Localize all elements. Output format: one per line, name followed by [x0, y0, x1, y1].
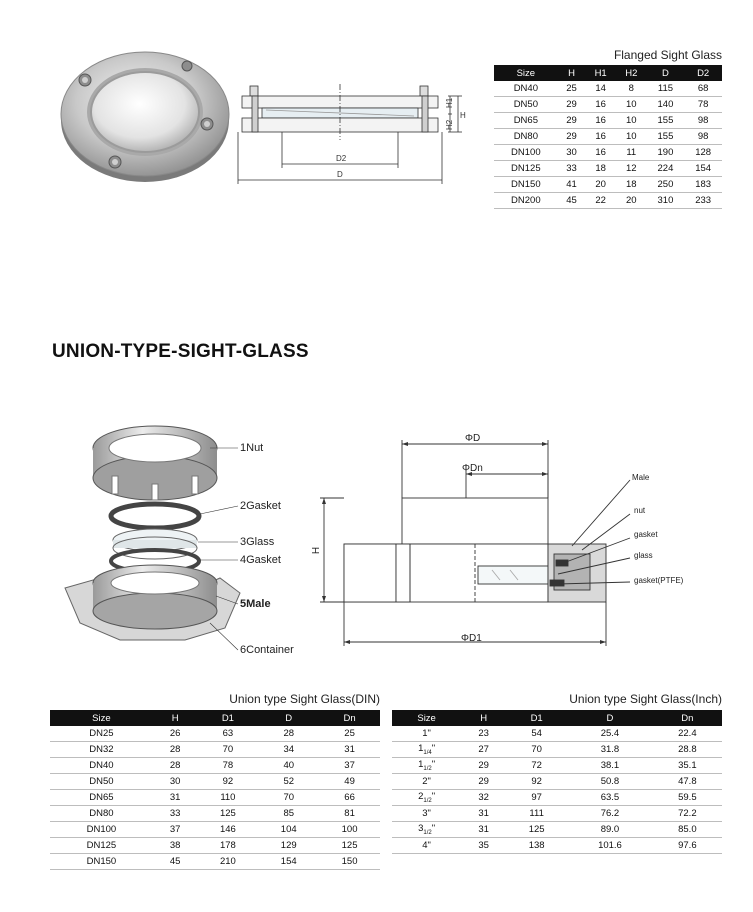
table-row: [50, 854, 380, 870]
din-table: [50, 710, 380, 870]
table-cell: 183: [684, 177, 722, 193]
union_inch-header-d: D: [567, 710, 653, 726]
union_din-header-size: Size: [50, 710, 153, 726]
table-cell: 18: [616, 177, 647, 193]
table-cell: 210: [197, 854, 258, 870]
table-row: [392, 742, 722, 758]
table-cell: 4": [392, 838, 461, 854]
table-cell: 32: [461, 790, 506, 806]
flanged-dim-h: H: [460, 111, 466, 120]
table-cell: DN32: [50, 742, 153, 758]
table-cell: 1": [392, 726, 461, 742]
table-cell: 11: [616, 145, 647, 161]
section-label-gasket-ptfe: gasket(PTFE): [634, 576, 684, 585]
table-cell: 29: [558, 97, 586, 113]
flanged-header-d2: D2: [684, 65, 722, 81]
exploded-label-number: 6: [240, 644, 247, 656]
section-label-male: Male: [632, 473, 650, 482]
table-row: [392, 790, 722, 806]
table-cell: 26: [153, 726, 198, 742]
table-cell: 29: [558, 129, 586, 145]
exploded-label-number: 4: [240, 554, 247, 566]
exploded-label-text: Gasket: [246, 500, 281, 512]
table-cell: DN65: [494, 113, 558, 129]
inch-table-caption: Union type Sight Glass(Inch): [569, 692, 722, 706]
table-row: [50, 838, 380, 854]
table-cell: 154: [258, 854, 319, 870]
section-label-phi-d: ΦD: [465, 433, 481, 444]
table-row: [50, 806, 380, 822]
table-row: [50, 774, 380, 790]
table-cell: 100: [319, 822, 380, 838]
table-cell: 28.8: [653, 742, 722, 758]
table-cell: 10: [616, 97, 647, 113]
table-cell: 50.8: [567, 774, 653, 790]
table-cell: 104: [258, 822, 319, 838]
table-cell: 101.6: [567, 838, 653, 854]
section-label-phi-dn: ΦDn: [462, 463, 483, 474]
table-cell: 59.5: [653, 790, 722, 806]
union_din-header-dn: Dn: [319, 710, 380, 726]
union-section-drawing: [310, 426, 700, 656]
table-cell: 72.2: [653, 806, 722, 822]
table-cell: 18: [585, 161, 616, 177]
table-cell: 63: [197, 726, 258, 742]
table-cell: 23: [461, 726, 506, 742]
table-cell: 35.1: [653, 758, 722, 774]
table-cell: 92: [506, 774, 567, 790]
table-cell: 66: [319, 790, 380, 806]
table-cell: 30: [558, 145, 586, 161]
section-label-gasket: gasket: [634, 530, 658, 539]
table-cell: 111: [506, 806, 567, 822]
table-cell: 52: [258, 774, 319, 790]
table-cell: $2_{1/2}$": [392, 790, 461, 806]
table-cell: 20: [616, 193, 647, 209]
table-cell: 38: [153, 838, 198, 854]
table-row: [392, 822, 722, 838]
flanged-dim-h2: H2: [445, 119, 454, 130]
table-cell: 138: [506, 838, 567, 854]
table-cell: 16: [585, 97, 616, 113]
table-cell: 41: [558, 177, 586, 193]
exploded-label-gasket: [240, 500, 281, 512]
exploded-label-number: 1: [240, 442, 247, 454]
table-row: [392, 726, 722, 742]
table-cell: 31: [153, 790, 198, 806]
table-row: [50, 742, 380, 758]
flanged-header-d: D: [647, 65, 685, 81]
exploded-label-text: Male: [246, 598, 271, 610]
table-cell: 68: [684, 81, 722, 97]
table-cell: 22.4: [653, 726, 722, 742]
section-label-phi-d1: ΦD1: [461, 633, 482, 644]
exploded-label-number: 3: [240, 536, 247, 548]
table-row: [50, 726, 380, 742]
union_inch-header-dn: Dn: [653, 710, 722, 726]
table-row: [494, 193, 722, 209]
table-cell: $1_{1/2}$": [392, 758, 461, 774]
table-cell: 2": [392, 774, 461, 790]
table-cell: 33: [153, 806, 198, 822]
table-cell: 70: [258, 790, 319, 806]
exploded-label-nut: [240, 442, 263, 454]
table-cell: 70: [506, 742, 567, 758]
table-cell: 155: [647, 113, 685, 129]
table-cell: DN50: [50, 774, 153, 790]
table-cell: 76.2: [567, 806, 653, 822]
exploded-label-text: Glass: [246, 536, 275, 548]
table-cell: DN25: [50, 726, 153, 742]
section-label-nut: nut: [634, 506, 646, 515]
table-cell: DN125: [494, 161, 558, 177]
table-cell: 8: [616, 81, 647, 97]
table-cell: 125: [319, 838, 380, 854]
union_inch-header-d1: D1: [506, 710, 567, 726]
table-cell: DN100: [50, 822, 153, 838]
table-cell: 85.0: [653, 822, 722, 838]
flanged-header-h: H: [558, 65, 586, 81]
table-cell: 78: [684, 97, 722, 113]
union_din-header-d1: D1: [197, 710, 258, 726]
table-cell: 72: [506, 758, 567, 774]
table-cell: 37: [319, 758, 380, 774]
table-cell: 28: [153, 742, 198, 758]
table-cell: 10: [616, 113, 647, 129]
table-cell: DN100: [494, 145, 558, 161]
table-cell: 29: [461, 774, 506, 790]
table-cell: 31.8: [567, 742, 653, 758]
flanged-header-size: Size: [494, 65, 558, 81]
table-cell: DN200: [494, 193, 558, 209]
section-label-h: H: [311, 546, 323, 555]
table-cell: 85: [258, 806, 319, 822]
table-row: [494, 113, 722, 129]
table-cell: 155: [647, 129, 685, 145]
table-cell: 98: [684, 129, 722, 145]
exploded-label-text: Gasket: [246, 554, 281, 566]
table-cell: 45: [558, 193, 586, 209]
table-cell: 45: [153, 854, 198, 870]
table-cell: 233: [684, 193, 722, 209]
table-cell: 97.6: [653, 838, 722, 854]
table-cell: 89.0: [567, 822, 653, 838]
flanged-dim-d: D: [337, 170, 343, 179]
union_din-header-h: H: [153, 710, 198, 726]
table-cell: 63.5: [567, 790, 653, 806]
table-row: [392, 774, 722, 790]
exploded-label-glass: [240, 536, 274, 548]
table-cell: 29: [558, 113, 586, 129]
flanged-header-h1: H1: [585, 65, 616, 81]
table-cell: 31: [461, 806, 506, 822]
table-cell: 16: [585, 145, 616, 161]
table-cell: 14: [585, 81, 616, 97]
table-cell: 28: [258, 726, 319, 742]
table-cell: 31: [319, 742, 380, 758]
flanged-dim-d2: D2: [336, 154, 347, 163]
table-cell: 47.8: [653, 774, 722, 790]
flanged-dim-h1: H1: [445, 97, 454, 108]
table-cell: DN80: [494, 129, 558, 145]
table-cell: 29: [461, 758, 506, 774]
exploded-label-number: 5: [240, 598, 247, 610]
table-cell: 98: [684, 113, 722, 129]
table-cell: 125: [197, 806, 258, 822]
table-cell: 16: [585, 129, 616, 145]
table-cell: 12: [616, 161, 647, 177]
flanged-header-h2: H2: [616, 65, 647, 81]
table-cell: 27: [461, 742, 506, 758]
table-cell: 28: [153, 758, 198, 774]
table-cell: 25.4: [567, 726, 653, 742]
union_din-header-d: D: [258, 710, 319, 726]
table-row: [392, 838, 722, 854]
exploded-label-number: 2: [240, 500, 247, 512]
table-cell: 25: [319, 726, 380, 742]
table-cell: 178: [197, 838, 258, 854]
table-cell: 150: [319, 854, 380, 870]
table-cell: 10: [616, 129, 647, 145]
flanged-table: [494, 65, 722, 209]
table-cell: 110: [197, 790, 258, 806]
table-row: [494, 129, 722, 145]
table-row: [494, 97, 722, 113]
table-cell: 92: [197, 774, 258, 790]
table-cell: 250: [647, 177, 685, 193]
flanged-section-drawing: [236, 84, 468, 188]
table-cell: 49: [319, 774, 380, 790]
table-row: [494, 161, 722, 177]
table-cell: DN150: [494, 177, 558, 193]
table-cell: $3_{1/2}$": [392, 822, 461, 838]
table-cell: 25: [558, 81, 586, 97]
table-cell: 81: [319, 806, 380, 822]
table-cell: DN40: [494, 81, 558, 97]
table-cell: 20: [585, 177, 616, 193]
table-cell: 129: [258, 838, 319, 854]
table-cell: $1_{1/4}$": [392, 742, 461, 758]
table-cell: 78: [197, 758, 258, 774]
table-cell: 37: [153, 822, 198, 838]
table-row: [494, 81, 722, 97]
table-cell: 97: [506, 790, 567, 806]
flanged-sight-glass-photo: [55, 38, 235, 188]
table-cell: 128: [684, 145, 722, 161]
exploded-label-male: [240, 598, 271, 610]
flanged-table-caption: Flanged Sight Glass: [613, 48, 722, 62]
table-cell: 40: [258, 758, 319, 774]
table-row: [50, 822, 380, 838]
table-row: [50, 758, 380, 774]
section-label-glass: glass: [634, 551, 653, 560]
table-cell: 70: [197, 742, 258, 758]
exploded-label-text: Container: [246, 644, 294, 656]
table-cell: 34: [258, 742, 319, 758]
table-cell: 140: [647, 97, 685, 113]
inch-table: [392, 710, 722, 854]
table-cell: DN40: [50, 758, 153, 774]
table-cell: 146: [197, 822, 258, 838]
table-cell: 154: [684, 161, 722, 177]
union_inch-header-size: Size: [392, 710, 461, 726]
table-row: [494, 177, 722, 193]
table-cell: 190: [647, 145, 685, 161]
table-cell: 125: [506, 822, 567, 838]
table-cell: DN50: [494, 97, 558, 113]
exploded-label-container: [240, 644, 294, 656]
table-cell: 31: [461, 822, 506, 838]
exploded-label-gasket-lower: [240, 554, 281, 566]
table-cell: 30: [153, 774, 198, 790]
table-cell: DN125: [50, 838, 153, 854]
union_inch-header-h: H: [461, 710, 506, 726]
table-cell: DN80: [50, 806, 153, 822]
table-cell: 22: [585, 193, 616, 209]
table-cell: DN65: [50, 790, 153, 806]
table-cell: 35: [461, 838, 506, 854]
union-section-title: UNION-TYPE-SIGHT-GLASS: [52, 341, 309, 362]
table-cell: 3": [392, 806, 461, 822]
table-cell: 38.1: [567, 758, 653, 774]
table-cell: 224: [647, 161, 685, 177]
table-cell: 33: [558, 161, 586, 177]
table-cell: DN150: [50, 854, 153, 870]
table-cell: 16: [585, 113, 616, 129]
exploded-label-text: Nut: [246, 442, 264, 454]
table-row: [392, 806, 722, 822]
union-exploded-view: [60, 418, 245, 658]
table-cell: 115: [647, 81, 685, 97]
table-row: [50, 790, 380, 806]
table-row: [392, 758, 722, 774]
table-cell: 310: [647, 193, 685, 209]
din-table-caption: Union type Sight Glass(DIN): [229, 692, 380, 706]
table-cell: 54: [506, 726, 567, 742]
table-row: [494, 145, 722, 161]
